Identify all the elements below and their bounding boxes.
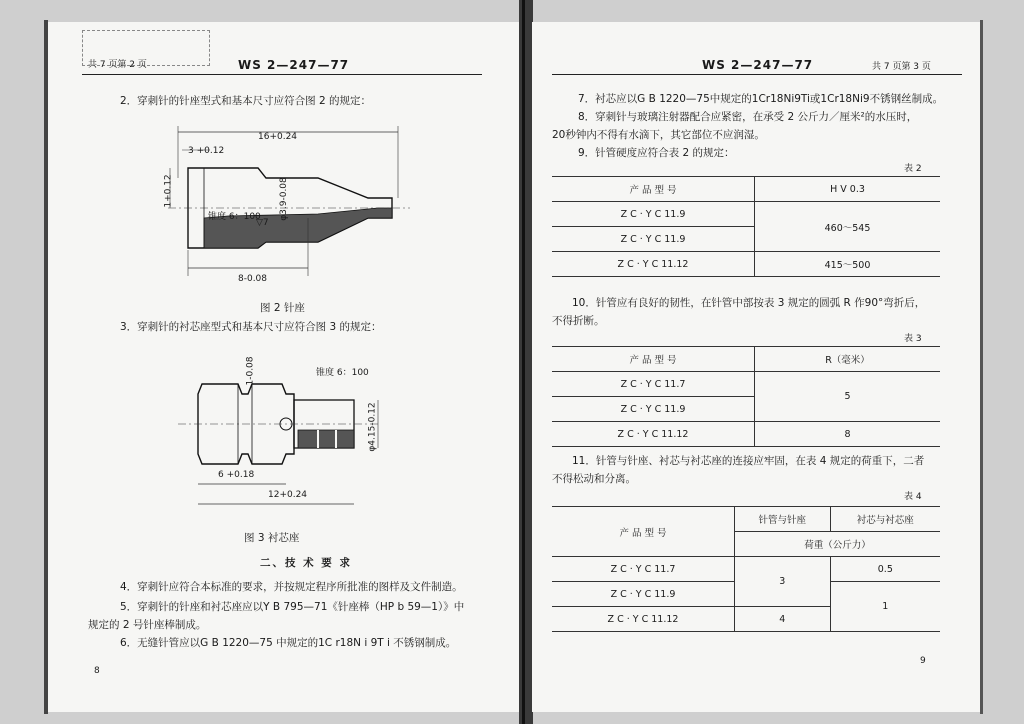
table-row xyxy=(552,557,940,582)
table2-cell: 460～545 xyxy=(755,202,941,252)
table3-cell: Z C · Y C 11.7 xyxy=(552,372,755,397)
table2-cell: Z C · Y C 11.9 xyxy=(552,202,755,227)
table4-cell: 1 xyxy=(830,582,940,632)
table4-cell: Z C · Y C 11.9 xyxy=(552,582,735,607)
table2-cell: Z C · Y C 11.12 xyxy=(552,252,755,277)
left-page xyxy=(48,22,520,712)
table-3 xyxy=(552,346,940,447)
table4-col2-header: 针管与针座 xyxy=(735,507,831,532)
left-page-number: 8 xyxy=(94,666,100,676)
para-8a: 8．穿刺针与玻璃注射器配合应紧密，在承受 2 公斤力／厘米²的水压时， xyxy=(578,111,918,123)
fig3-dim-top: 1-0.08 xyxy=(245,356,256,386)
para-11b: 不得松动和分离。 xyxy=(552,473,636,485)
table-row xyxy=(552,252,940,277)
para-10a: 10．针管应有良好的韧性，在针管中部按表 3 规定的圆弧 R 作90°弯折后， xyxy=(572,297,926,309)
right-page-count: 共 7 页第 3 页 xyxy=(872,62,931,72)
right-page-number: 9 xyxy=(920,656,926,666)
para-6: 6．无缝针管应以G B 1220—75 中规定的1C r18N i 9T i 不锈钢制成。 xyxy=(120,637,457,649)
para-8b: 20秒钟内不得有水滴下，其它部位不应润湿。 xyxy=(552,129,765,141)
left-header-rule xyxy=(82,74,482,75)
table4-cell: 4 xyxy=(735,607,831,632)
fig3-dim-6: 6 +0.18 xyxy=(218,470,255,480)
para-7: 7．衬芯应以G B 1220—75中规定的1Cr18Ni9Ti或1Cr18Ni9不锈钢丝制成。 xyxy=(578,93,944,105)
right-header: WS 2—247—77 xyxy=(702,58,814,72)
table4-cell: Z C · Y C 11.7 xyxy=(552,557,735,582)
table4-subheader: 荷重（公斤力） xyxy=(735,532,941,557)
table2-cell: 415～500 xyxy=(755,252,941,277)
table2-col2-header: H V 0.3 xyxy=(755,177,941,202)
right-header-rule xyxy=(552,74,962,75)
fig2-dim-bottom: 8-0.08 xyxy=(238,274,268,284)
table4-cell: 3 xyxy=(735,557,831,607)
table3-cell: 8 xyxy=(755,422,941,447)
para-5b: 规定的 2 号针座棒制成。 xyxy=(88,619,207,631)
table4-col3-header: 衬芯与衬芯座 xyxy=(830,507,940,532)
fig2-dim-top: 16+0.24 xyxy=(258,132,298,142)
right-page xyxy=(532,22,980,712)
fig2-surface: ▽7 xyxy=(256,218,269,228)
para-3: 3．穿刺针的衬芯座型式和基本尺寸应符合图 3 的规定： xyxy=(120,321,382,333)
fig3-taper: 锥度 6：100 xyxy=(316,368,369,378)
para-9: 9．针管硬度应符合表 2 的规定： xyxy=(578,147,735,159)
left-stamp-text: 共 7 页第 2 页 xyxy=(88,60,147,70)
book-spine-gutter xyxy=(522,0,525,724)
fig3-dim-dia: φ4.15-0.12 xyxy=(367,402,378,452)
table3-cell: 5 xyxy=(755,372,941,422)
para-5a: 5．穿刺针的针座和衬芯座应以Y B 795—71《针座棒（HP b 59—1）》中 xyxy=(120,601,465,613)
para-2: 2．穿刺针的针座型式和基本尺寸应符合图 2 的规定： xyxy=(120,95,372,107)
fig2-dim-dia: φ3.9-0.08 xyxy=(278,177,289,221)
table4-cell: Z C · Y C 11.12 xyxy=(552,607,735,632)
fig2-dim-small: 3 +0.12 xyxy=(188,146,225,156)
table2-cell: Z C · Y C 11.9 xyxy=(552,227,755,252)
table3-cell: Z C · Y C 11.12 xyxy=(552,422,755,447)
table3-col2-header: R（毫米） xyxy=(755,347,941,372)
table2-col1-header: 产 品 型 号 xyxy=(552,177,755,202)
table3-label: 表 3 xyxy=(904,334,922,344)
right-edge xyxy=(980,20,983,714)
table-row xyxy=(552,372,940,397)
table-row xyxy=(552,202,940,227)
fig3-caption: 图 3 衬芯座 xyxy=(244,532,300,544)
table-4 xyxy=(552,506,940,632)
fig2-dim-left: 1+0.12 xyxy=(163,174,174,208)
para-10b: 不得折断。 xyxy=(552,315,605,327)
table4-label: 表 4 xyxy=(904,492,922,502)
para-4: 4．穿刺针应符合本标准的要求，并按规定程序所批准的图样及文件制造。 xyxy=(120,581,463,593)
fig2-caption: 图 2 针座 xyxy=(260,302,305,314)
para-11a: 11．针管与针座、衬芯与衬芯座的连接应牢固，在表 4 规定的荷重下，二者 xyxy=(572,455,925,467)
table4-cell: 0.5 xyxy=(830,557,940,582)
fig3-dim-12: 12+0.24 xyxy=(268,490,308,500)
table-row xyxy=(552,422,940,447)
table4-col1-header: 产 品 型 号 xyxy=(552,507,735,557)
table3-col1-header: 产 品 型 号 xyxy=(552,347,755,372)
table-2 xyxy=(552,176,940,277)
fig2-taper: 锥度 6：100 xyxy=(208,212,261,222)
left-header: WS 2—247—77 xyxy=(238,58,350,72)
table3-cell: Z C · Y C 11.9 xyxy=(552,397,755,422)
table2-label: 表 2 xyxy=(904,164,922,174)
section-heading: 二、技 术 要 求 xyxy=(260,557,352,569)
